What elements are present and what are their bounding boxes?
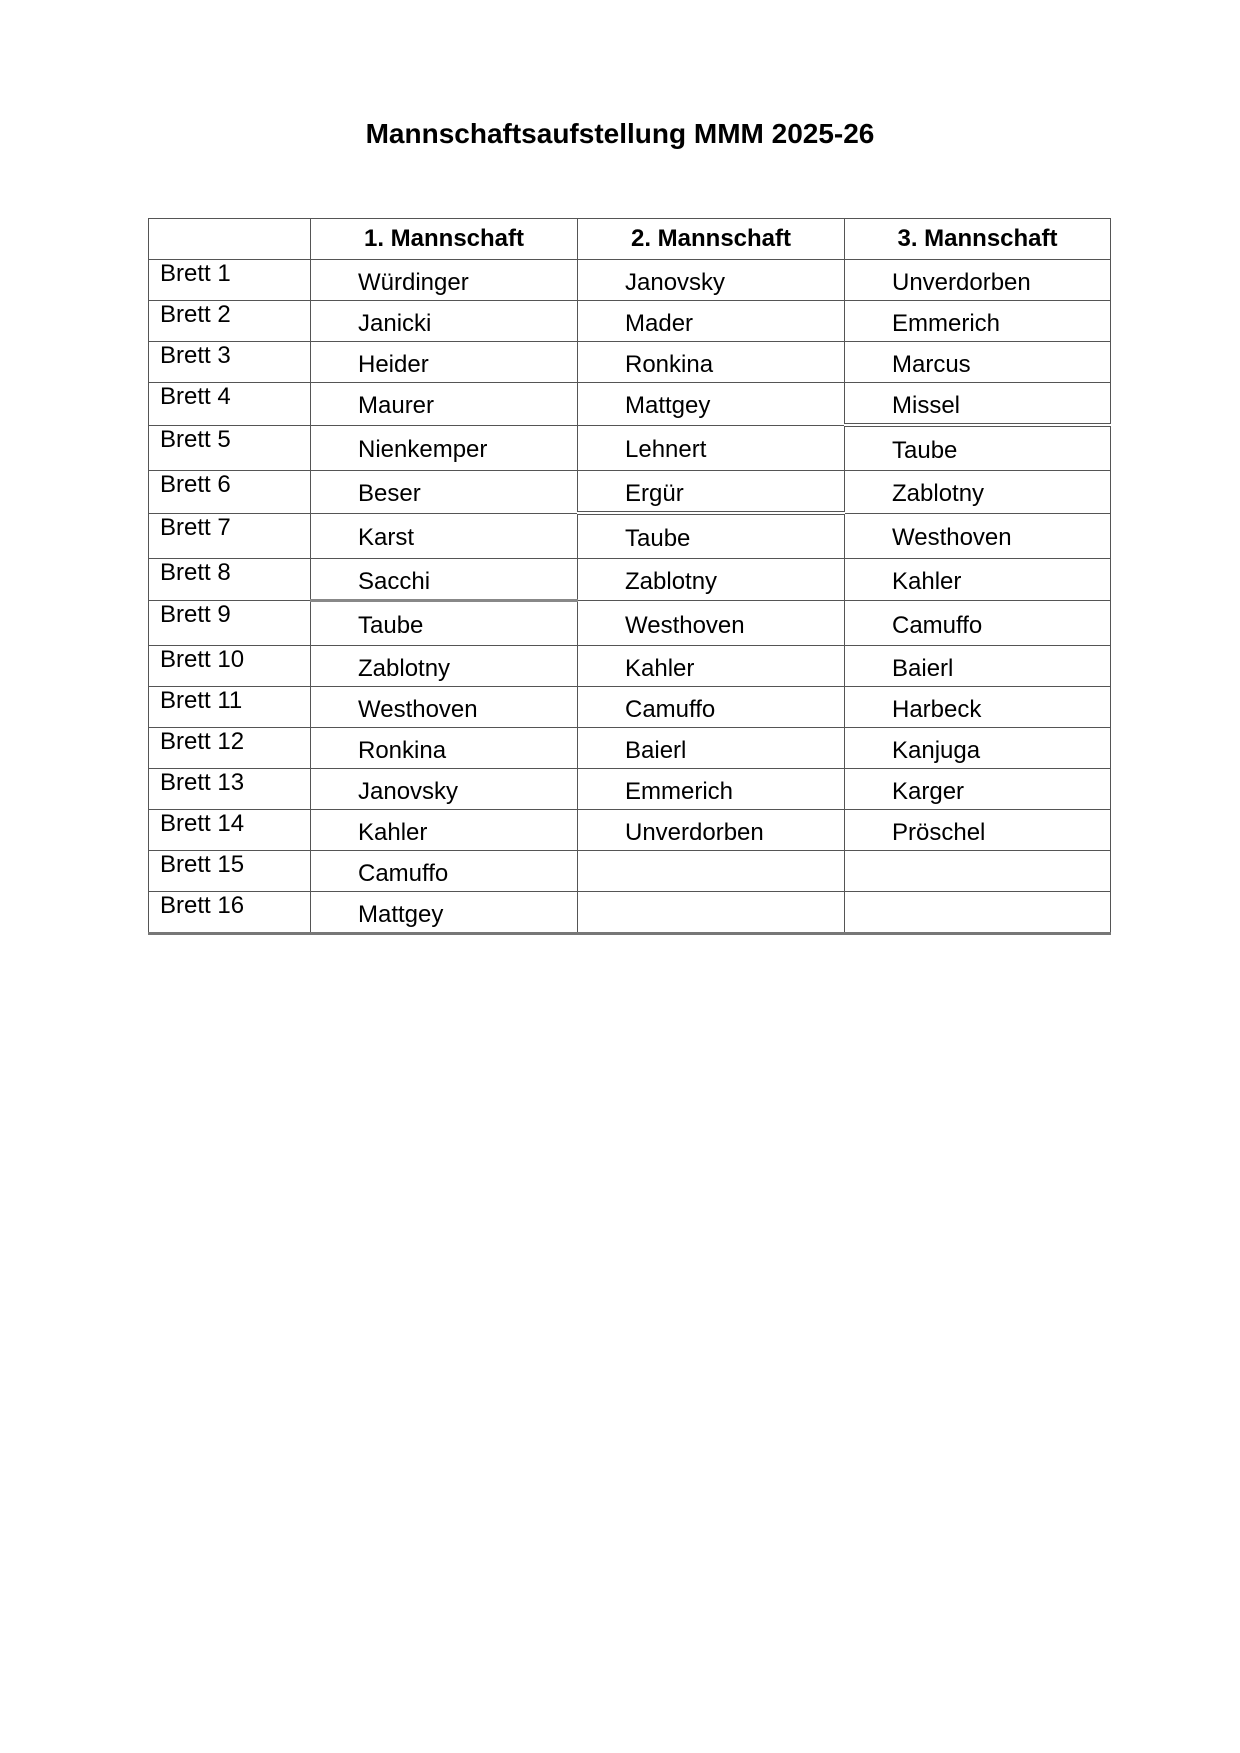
table-row — [149, 646, 1111, 687]
table-row — [149, 601, 1111, 646]
team3-player: Karger — [845, 769, 1111, 810]
table-row — [149, 559, 1111, 601]
team3-player: Pröschel — [845, 810, 1111, 851]
team1-player: Maurer — [311, 383, 578, 426]
brett-label: Brett 16 — [149, 892, 311, 934]
team2-player: Ronkina — [578, 342, 845, 383]
team1-player: Würdinger — [311, 260, 578, 301]
team2-player: Lehnert — [578, 425, 845, 471]
brett-label: Brett 6 — [149, 471, 311, 514]
team1-player: Ronkina — [311, 728, 578, 769]
team1-player: Zablotny — [311, 646, 578, 687]
team1-player: Janicki — [311, 301, 578, 342]
brett-label: Brett 8 — [149, 559, 311, 601]
team2-player: Zablotny — [578, 559, 845, 601]
team2-player: Westhoven — [578, 601, 845, 646]
brett-label: Brett 3 — [149, 342, 311, 383]
table-row — [149, 687, 1111, 728]
brett-label: Brett 2 — [149, 301, 311, 342]
table-row — [149, 769, 1111, 810]
team3-player: Zablotny — [845, 471, 1111, 514]
table-row — [149, 851, 1111, 892]
table-row — [149, 471, 1111, 514]
brett-label: Brett 12 — [149, 728, 311, 769]
brett-label: Brett 9 — [149, 601, 311, 646]
team3-player — [845, 892, 1111, 934]
team3-player: Missel — [845, 383, 1111, 426]
team2-player: Janovsky — [578, 260, 845, 301]
team1-player: Heider — [311, 342, 578, 383]
header-team-3: 3. Mannschaft — [845, 219, 1111, 260]
team1-player: Beser — [311, 471, 578, 514]
team1-player: Karst — [311, 513, 578, 559]
brett-label: Brett 7 — [149, 513, 311, 559]
table-row — [149, 892, 1111, 934]
header-team-1: 1. Mannschaft — [311, 219, 578, 260]
team2-player: Ergür — [578, 471, 845, 514]
brett-label: Brett 5 — [149, 425, 311, 471]
team2-player — [578, 851, 845, 892]
brett-label: Brett 10 — [149, 646, 311, 687]
team3-player: Baierl — [845, 646, 1111, 687]
team2-player: Taube — [578, 513, 845, 559]
brett-label: Brett 15 — [149, 851, 311, 892]
team3-player: Harbeck — [845, 687, 1111, 728]
page-title: Mannschaftsaufstellung MMM 2025-26 — [365, 118, 875, 149]
team2-player: Unverdorben — [578, 810, 845, 851]
team1-player: Camuffo — [311, 851, 578, 892]
table-row — [149, 260, 1111, 301]
brett-label: Brett 4 — [149, 383, 311, 426]
team1-player: Taube — [311, 601, 578, 646]
team1-player: Kahler — [311, 810, 578, 851]
table-row — [149, 810, 1111, 851]
team2-player — [578, 892, 845, 934]
brett-label: Brett 14 — [149, 810, 311, 851]
team2-player: Emmerich — [578, 769, 845, 810]
team3-player: Kanjuga — [845, 728, 1111, 769]
team2-player: Mader — [578, 301, 845, 342]
table-row — [149, 513, 1111, 559]
brett-label: Brett 13 — [149, 769, 311, 810]
table-row — [149, 728, 1111, 769]
team3-player: Westhoven — [845, 513, 1111, 559]
team3-player: Taube — [845, 425, 1111, 471]
table-row — [149, 342, 1111, 383]
team1-player: Janovsky — [311, 769, 578, 810]
team1-player: Nienkemper — [311, 425, 578, 471]
team2-player: Mattgey — [578, 383, 845, 426]
team3-player: Marcus — [845, 342, 1111, 383]
brett-label: Brett 1 — [149, 260, 311, 301]
team2-player: Kahler — [578, 646, 845, 687]
team3-player — [845, 851, 1111, 892]
header-corner — [149, 219, 311, 260]
table-row — [149, 301, 1111, 342]
team2-player: Baierl — [578, 728, 845, 769]
table-row — [149, 425, 1111, 471]
team3-player: Camuffo — [845, 601, 1111, 646]
team2-player: Camuffo — [578, 687, 845, 728]
team1-player: Westhoven — [311, 687, 578, 728]
team1-player: Mattgey — [311, 892, 578, 934]
team3-player: Emmerich — [845, 301, 1111, 342]
team1-player: Sacchi — [311, 559, 578, 601]
team3-player: Kahler — [845, 559, 1111, 601]
table-row — [149, 383, 1111, 426]
brett-label: Brett 11 — [149, 687, 311, 728]
header-row — [149, 219, 1111, 260]
lineup-table — [148, 218, 1111, 935]
header-team-2: 2. Mannschaft — [578, 219, 845, 260]
team3-player: Unverdorben — [845, 260, 1111, 301]
